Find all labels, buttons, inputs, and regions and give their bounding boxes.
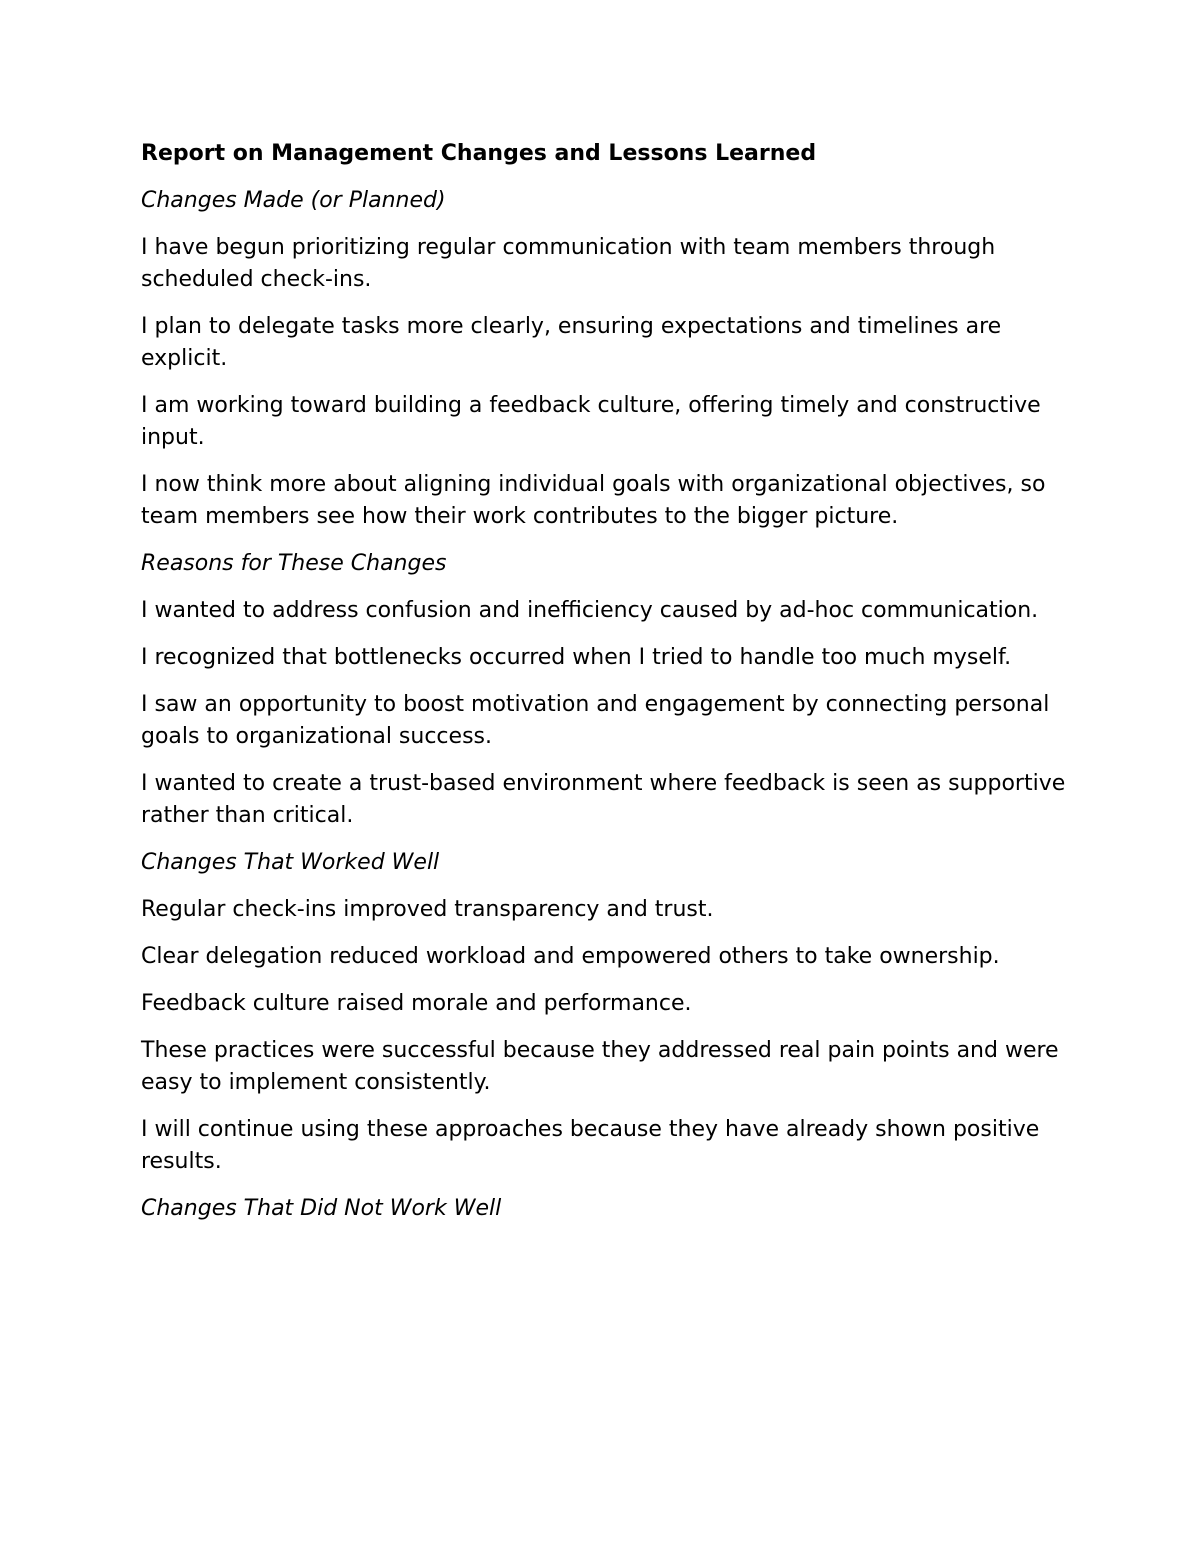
paragraph: I plan to delegate tasks more clearly, ensuring expectations and timelines are explicit.: [141, 314, 1002, 371]
document-title: Report on Management Changes and Lessons Learned: [141, 141, 817, 166]
paragraph: I am working toward building a feedback culture, offering timely and constructive input.: [141, 393, 1041, 450]
paragraph: I now think more about aligning individual goals with organizational objectives, so team members see how their work contributes to the bigger picture.: [141, 472, 1046, 529]
section-heading-changes-made: Changes Made (or Planned): [141, 188, 446, 213]
paragraph: I wanted to create a trust-based environment where feedback is seen as supportive rather than critical.: [141, 771, 1066, 828]
paragraph: I have begun prioritizing regular communication with team members through scheduled check-ins.: [141, 235, 996, 292]
paragraph: I recognized that bottlenecks occurred when I tried to handle too much myself.: [141, 645, 1012, 670]
paragraph: I will continue using these approaches because they have already shown positive results.: [141, 1117, 1040, 1174]
paragraph: Clear delegation reduced workload and empowered others to take ownership.: [141, 944, 1000, 969]
section-heading-did-not-work: Changes That Did Not Work Well: [141, 1196, 502, 1221]
paragraph: I saw an opportunity to boost motivation and engagement by connecting personal goals to organizational success.: [141, 692, 1050, 749]
paragraph: These practices were successful because they addressed real pain points and were easy to implement consistently.: [141, 1038, 1059, 1095]
document-body: [141, 138, 1071, 1240]
paragraph: Feedback culture raised morale and performance.: [141, 991, 692, 1016]
section-heading-reasons: Reasons for These Changes: [141, 551, 447, 576]
paragraph: I wanted to address confusion and inefficiency caused by ad-hoc communication.: [141, 598, 1039, 623]
paragraph: Regular check-ins improved transparency and trust.: [141, 897, 714, 922]
section-heading-worked-well: Changes That Worked Well: [141, 850, 440, 875]
